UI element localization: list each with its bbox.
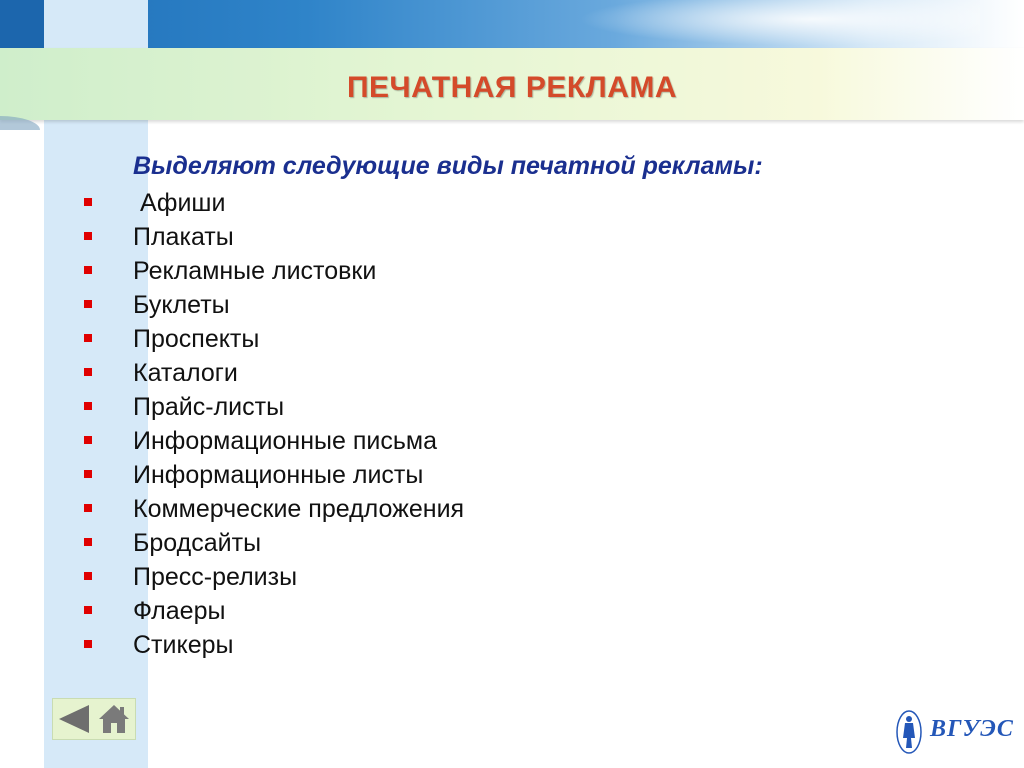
list-item-text: Каталоги xyxy=(133,359,238,387)
list-item-text: Рекламные листовки xyxy=(133,257,377,285)
slide-subtitle: Выделяют следующие виды печатной рекламы: xyxy=(133,152,763,180)
list-item-text: Коммерческие предложения xyxy=(133,495,465,523)
list-item-text: Пресс-релизы xyxy=(133,563,298,591)
logo-text: ВГУЭС xyxy=(930,716,1014,742)
home-icon[interactable] xyxy=(97,703,131,735)
bullet-icon xyxy=(84,232,92,240)
list-item-text: Прайс-листы xyxy=(133,393,285,421)
bullet-icon xyxy=(84,334,92,342)
bullet-icon xyxy=(84,266,92,274)
bullet-icon xyxy=(84,470,92,478)
bullet-icon xyxy=(84,300,92,308)
list-item-text: Буклеты xyxy=(133,291,230,319)
bullet-icon xyxy=(84,402,92,410)
bullet-icon xyxy=(84,640,92,648)
list-item-text: Флаеры xyxy=(133,597,226,625)
banner-highlight xyxy=(560,0,980,48)
bullet-icon xyxy=(84,198,92,206)
slide-title: ПЕЧАТНАЯ РЕКЛАМА xyxy=(346,71,678,104)
list-item-text: Информационные листы xyxy=(133,461,424,489)
left-corner-block xyxy=(0,0,44,48)
statue-icon xyxy=(896,710,922,754)
bullet-icon xyxy=(84,504,92,512)
university-logo xyxy=(896,708,1014,756)
bullet-icon xyxy=(84,606,92,614)
navigation-panel xyxy=(52,698,136,740)
list-item-text: Афиши xyxy=(133,189,226,217)
bullet-icon xyxy=(84,538,92,546)
list-item-text: Информационные письма xyxy=(133,427,437,455)
back-arrow-icon[interactable] xyxy=(59,705,89,733)
list-item-text: Плакаты xyxy=(133,223,234,251)
list-item-text: Стикеры xyxy=(133,631,234,659)
bullet-icon xyxy=(84,436,92,444)
bullet-icon xyxy=(84,368,92,376)
bullet-icon xyxy=(84,572,92,580)
list-item-text: Проспекты xyxy=(133,325,260,353)
top-banner xyxy=(0,0,1024,48)
list-item-text: Бродсайты xyxy=(133,529,262,557)
